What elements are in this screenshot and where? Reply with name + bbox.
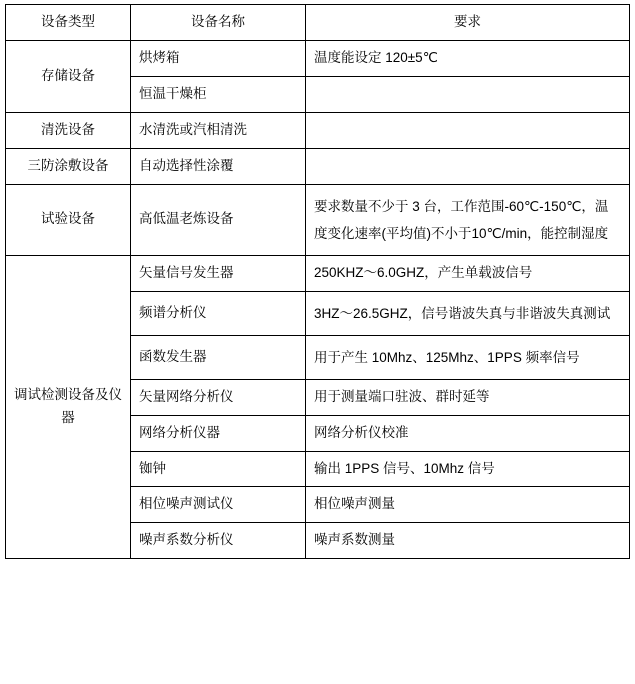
requirement-cell bbox=[306, 112, 630, 148]
requirement-cell bbox=[306, 148, 630, 184]
equipment-name-cell: 恒温干燥柜 bbox=[131, 76, 306, 112]
equipment-name-cell: 网络分析仪器 bbox=[131, 415, 306, 451]
column-header-equipment-type: 设备类型 bbox=[6, 5, 131, 41]
requirement-cell: 输出 1PPS 信号、10Mhz 信号 bbox=[306, 451, 630, 487]
requirement-cell bbox=[306, 76, 630, 112]
equipment-name-cell: 自动选择性涂覆 bbox=[131, 148, 306, 184]
equipment-type-cell: 存储设备 bbox=[6, 40, 131, 112]
requirement-cell: 250KHZ～6.0GHZ，产生单载波信号 bbox=[306, 255, 630, 291]
equipment-name-cell: 烘烤箱 bbox=[131, 40, 306, 76]
table-row bbox=[6, 255, 630, 291]
requirement-cell: 温度能设定 120±5℃ bbox=[306, 40, 630, 76]
equipment-name-cell: 频谱分析仪 bbox=[131, 291, 306, 335]
requirement-cell: 用于产生 10Mhz、125Mhz、1PPS 频率信号 bbox=[306, 335, 630, 379]
equipment-name-cell: 矢量信号发生器 bbox=[131, 255, 306, 291]
requirement-cell: 用于测量端口驻波、群时延等 bbox=[306, 379, 630, 415]
equipment-name-cell: 高低温老炼设备 bbox=[131, 184, 306, 255]
equipment-name-cell: 铷钟 bbox=[131, 451, 306, 487]
table-row bbox=[6, 184, 630, 255]
table-body bbox=[6, 40, 630, 558]
equipment-type-cell: 三防涂敷设备 bbox=[6, 148, 131, 184]
table-row bbox=[6, 40, 630, 76]
requirement-cell: 3HZ～26.5GHZ，信号谐波失真与非谐波失真测试 bbox=[306, 291, 630, 335]
equipment-requirements-table bbox=[5, 4, 630, 559]
column-header-equipment-name: 设备名称 bbox=[131, 5, 306, 41]
equipment-type-cell: 调试检测设备及仪器 bbox=[6, 255, 131, 559]
equipment-name-cell: 相位噪声测试仪 bbox=[131, 487, 306, 523]
requirement-cell: 网络分析仪校准 bbox=[306, 415, 630, 451]
equipment-name-cell: 矢量网络分析仪 bbox=[131, 379, 306, 415]
column-header-requirement: 要求 bbox=[306, 5, 630, 41]
equipment-name-cell: 水清洗或汽相清洗 bbox=[131, 112, 306, 148]
requirement-cell: 相位噪声测量 bbox=[306, 487, 630, 523]
equipment-name-cell: 噪声系数分析仪 bbox=[131, 523, 306, 559]
requirement-cell: 要求数量不少于 3 台，工作范围-60℃-150℃，温度变化速率(平均值)不小于10℃/min，能控制湿度 bbox=[306, 184, 630, 255]
requirement-cell: 噪声系数测量 bbox=[306, 523, 630, 559]
table-row bbox=[6, 148, 630, 184]
table-row bbox=[6, 112, 630, 148]
equipment-type-cell: 清洗设备 bbox=[6, 112, 131, 148]
table-header bbox=[6, 5, 630, 41]
table-header-row bbox=[6, 5, 630, 41]
equipment-name-cell: 函数发生器 bbox=[131, 335, 306, 379]
equipment-type-cell: 试验设备 bbox=[6, 184, 131, 255]
